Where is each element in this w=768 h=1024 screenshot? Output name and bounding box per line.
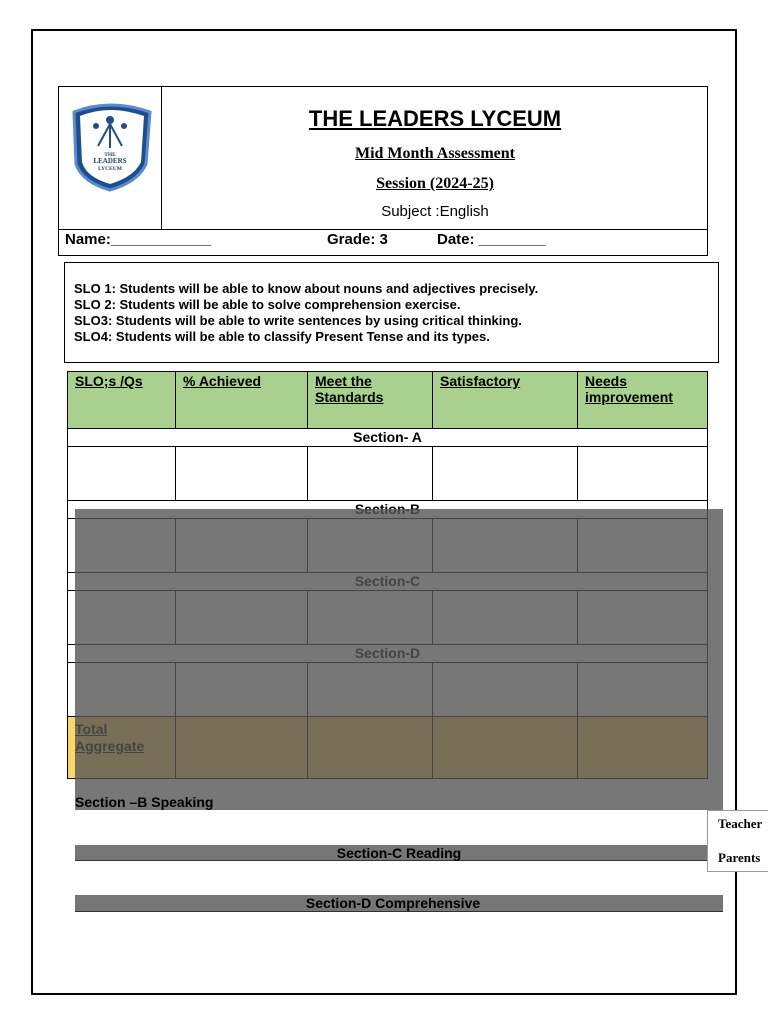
table-row (68, 447, 708, 501)
parents-label: Parents (718, 850, 761, 865)
teacher-label: Teacher (718, 816, 763, 831)
svg-text:LEADERS: LEADERS (93, 157, 127, 165)
section-row (68, 429, 708, 447)
header-divider (58, 229, 708, 230)
svg-text:LYCEUM: LYCEUM (98, 166, 122, 172)
table-cell[interactable] (68, 447, 176, 501)
table-cell[interactable] (176, 447, 308, 501)
grade-label: Grade: 3 (327, 231, 388, 248)
shaded-overlay (75, 509, 723, 810)
column-header: Meet the Standards (308, 372, 433, 429)
section-label: Section- A (68, 429, 708, 447)
school-title: THE LEADERS LYCEUM (308, 106, 562, 131)
school-logo (58, 86, 162, 229)
table-cell[interactable] (433, 447, 578, 501)
table-cell[interactable] (308, 447, 433, 501)
date-field[interactable]: Date: ________ (437, 231, 546, 248)
column-header: Satisfactory (433, 372, 578, 429)
slo-box (64, 262, 719, 363)
slo-item: SLO4: Students will be able to classify Present Tense and its types. (74, 329, 490, 344)
subject-line: Subject :English (381, 203, 489, 220)
speaking-section-label: Section –B Speaking (75, 794, 214, 810)
logo-cell (58, 86, 162, 229)
table-header-row (68, 372, 708, 429)
slo-item: SLO 1: Students will be able to know about nouns and adjectives precisely. (74, 281, 539, 296)
session-title: Session (2024-25) (376, 175, 494, 192)
slo-item: SLO 2: Students will be able to solve comprehension exercise. (74, 297, 461, 312)
table-cell[interactable] (578, 447, 708, 501)
column-header: Needs improvement (578, 372, 708, 429)
name-field[interactable]: Name:____________ (65, 231, 211, 248)
column-header: SLO;s /Qs (68, 372, 176, 429)
reading-section-label: Section-C Reading (336, 845, 462, 861)
comprehensive-section-label: Section-D Comprehensive (305, 895, 481, 911)
assessment-title: Mid Month Assessment (354, 145, 515, 162)
svg-text:THE: THE (104, 152, 116, 158)
column-header: % Achieved (176, 372, 308, 429)
slo-item: SLO3: Students will be able to write sentences by using critical thinking. (74, 313, 522, 328)
signature-box (707, 810, 768, 872)
